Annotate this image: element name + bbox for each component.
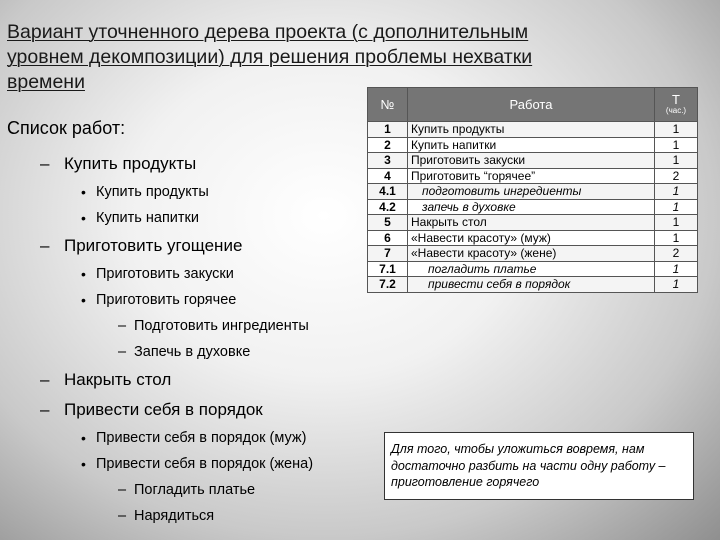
table-row bbox=[368, 153, 698, 169]
row-time: 1 bbox=[655, 184, 698, 200]
note-box: Для того, чтобы уложиться вовремя, нам достаточно разбить на части одну работу – приготовление горячего bbox=[384, 432, 694, 500]
work-list-items bbox=[7, 149, 377, 529]
list-item: – Подготовить ингредиенты bbox=[7, 313, 377, 339]
col-header-time-label: Т bbox=[672, 91, 680, 107]
list-item: • Привести себя в порядок (жена) bbox=[7, 451, 377, 477]
row-work: погладить платье bbox=[408, 261, 655, 277]
col-header-num: № bbox=[368, 88, 408, 122]
table-body bbox=[368, 122, 698, 293]
row-num: 5 bbox=[368, 215, 408, 231]
list-item: – Купить продукты bbox=[7, 149, 377, 179]
list-item: – Привести себя в порядок bbox=[7, 395, 377, 425]
row-num: 2 bbox=[368, 137, 408, 153]
table-row bbox=[368, 277, 698, 293]
row-work: привести себя в порядок bbox=[408, 277, 655, 293]
list-item: – Приготовить угощение bbox=[7, 231, 377, 261]
list-item: – Погладить платье bbox=[7, 477, 377, 503]
row-time: 1 bbox=[655, 277, 698, 293]
col-header-time bbox=[655, 88, 698, 122]
table-header-row bbox=[368, 88, 698, 122]
row-time: 1 bbox=[655, 230, 698, 246]
list-item: • Купить продукты bbox=[7, 179, 377, 205]
col-header-work: Работа bbox=[408, 88, 655, 122]
row-num: 7 bbox=[368, 246, 408, 262]
list-item: • Купить напитки bbox=[7, 205, 377, 231]
row-work: подготовить ингредиенты bbox=[408, 184, 655, 200]
table-row bbox=[368, 215, 698, 231]
row-num: 4.1 bbox=[368, 184, 408, 200]
row-work: «Навести красоту» (муж) bbox=[408, 230, 655, 246]
table-row bbox=[368, 184, 698, 200]
row-work: Приготовить закуски bbox=[408, 153, 655, 169]
list-item: • Приготовить закуски bbox=[7, 261, 377, 287]
row-work: Приготовить “горячее” bbox=[408, 168, 655, 184]
list-item: • Привести себя в порядок (муж) bbox=[7, 425, 377, 451]
row-num: 6 bbox=[368, 230, 408, 246]
row-time: 2 bbox=[655, 246, 698, 262]
work-list-heading: Список работ: bbox=[7, 118, 126, 138]
row-work: Купить напитки bbox=[408, 137, 655, 153]
list-item: – Нарядиться bbox=[7, 503, 377, 529]
table-row bbox=[368, 261, 698, 277]
row-num: 1 bbox=[368, 122, 408, 138]
row-work: Купить продукты bbox=[408, 122, 655, 138]
row-work: «Навести красоту» (жене) bbox=[408, 246, 655, 262]
row-time: 1 bbox=[655, 261, 698, 277]
list-item: • Приготовить горячее bbox=[7, 287, 377, 313]
table-row bbox=[368, 168, 698, 184]
table-row bbox=[368, 199, 698, 215]
row-time: 1 bbox=[655, 215, 698, 231]
row-time: 1 bbox=[655, 153, 698, 169]
row-time: 1 bbox=[655, 122, 698, 138]
col-header-time-unit: (час.) bbox=[665, 105, 687, 115]
row-work: запечь в духовке bbox=[408, 199, 655, 215]
table-row bbox=[368, 246, 698, 262]
row-time: 2 bbox=[655, 168, 698, 184]
table-row bbox=[368, 137, 698, 153]
tasks-table bbox=[367, 87, 698, 293]
row-work: Накрыть стол bbox=[408, 215, 655, 231]
row-num: 7.2 bbox=[368, 277, 408, 293]
work-list bbox=[7, 118, 377, 529]
row-time: 1 bbox=[655, 199, 698, 215]
row-num: 4.2 bbox=[368, 199, 408, 215]
row-time: 1 bbox=[655, 137, 698, 153]
list-item: – Накрыть стол bbox=[7, 365, 377, 395]
table-row bbox=[368, 122, 698, 138]
table-row bbox=[368, 230, 698, 246]
row-num: 3 bbox=[368, 153, 408, 169]
row-num: 4 bbox=[368, 168, 408, 184]
list-item: – Запечь в духовке bbox=[7, 339, 377, 365]
row-num: 7.1 bbox=[368, 261, 408, 277]
slide-title: Вариант уточненного дерева проекта (с дополнительным уровнем декомпозиции) для решения проблемы нехватки времени bbox=[7, 21, 533, 93]
